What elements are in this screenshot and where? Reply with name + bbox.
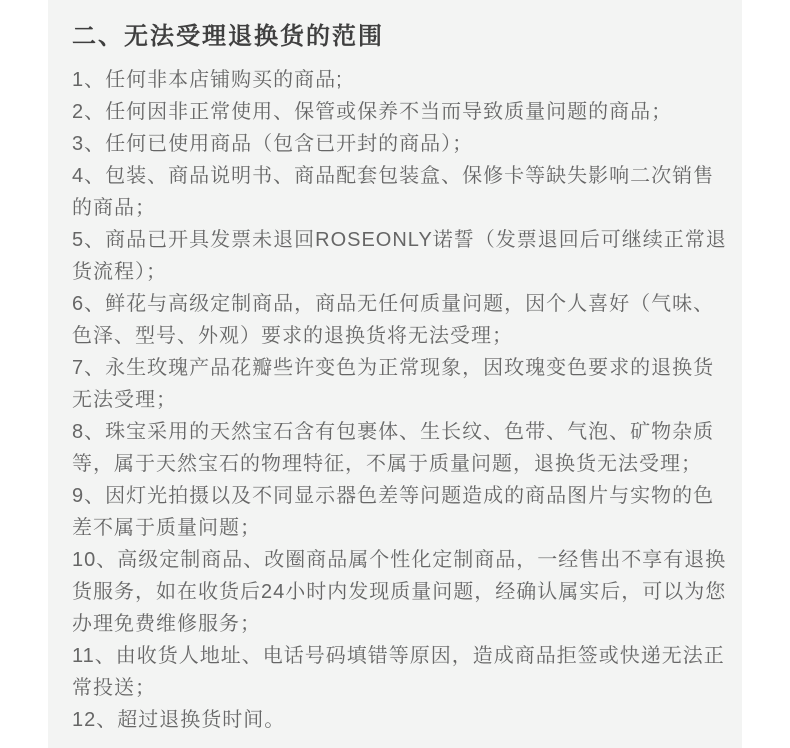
policy-item-2: 2、任何因非正常使用、保管或保养不当而导致质量问题的商品； — [72, 101, 673, 123]
policy-item-6: 6、鲜花与高级定制商品，商品无任何质量问题，因个人喜好（气味、色泽、型号、外观）要求的退换货将无法受理； — [72, 293, 715, 347]
policy-item-12: 12、超过退换货时间。 — [72, 709, 286, 731]
policy-item-11: 11、由收货人地址、电话号码填错等原因，造成商品拒签或快递无法正常投送； — [72, 645, 725, 699]
policy-list — [72, 64, 732, 736]
policy-item-10: 10、高级定制商品、改圈商品属个性化定制商品，一经售出不享有退换货服务，如在收货后24小时内发现质量问题，经确认属实后，可以为您办理免费维修服务； — [72, 549, 727, 635]
policy-item-4: 4、包装、商品说明书、商品配套包装盒、保修卡等缺失影响二次销售的商品； — [72, 165, 715, 219]
policy-item-8: 8、珠宝采用的天然宝石含有包裹体、生长纹、色带、气泡、矿物杂质等，属于天然宝石的物理特征，不属于质量问题，退换货无法受理； — [72, 421, 715, 475]
policy-item-1: 1、任何非本店铺购买的商品; — [72, 69, 343, 91]
policy-item-5: 5、商品已开具发票未退回ROSEONLY诺誓（发票退回后可继续正常退货流程）； — [72, 229, 727, 283]
policy-item-9: 9、因灯光拍摄以及不同显示器色差等问题造成的商品图片与实物的色差不属于质量问题； — [72, 485, 715, 539]
policy-section — [48, 0, 742, 748]
policy-item-3: 3、任何已使用商品（包含已开封的商品）； — [72, 133, 474, 155]
section-title: 二、无法受理退换货的范围 — [72, 23, 384, 50]
policy-item-7: 7、永生玫瑰产品花瓣些许变色为正常现象，因玫瑰变色要求的退换货无法受理； — [72, 357, 715, 411]
